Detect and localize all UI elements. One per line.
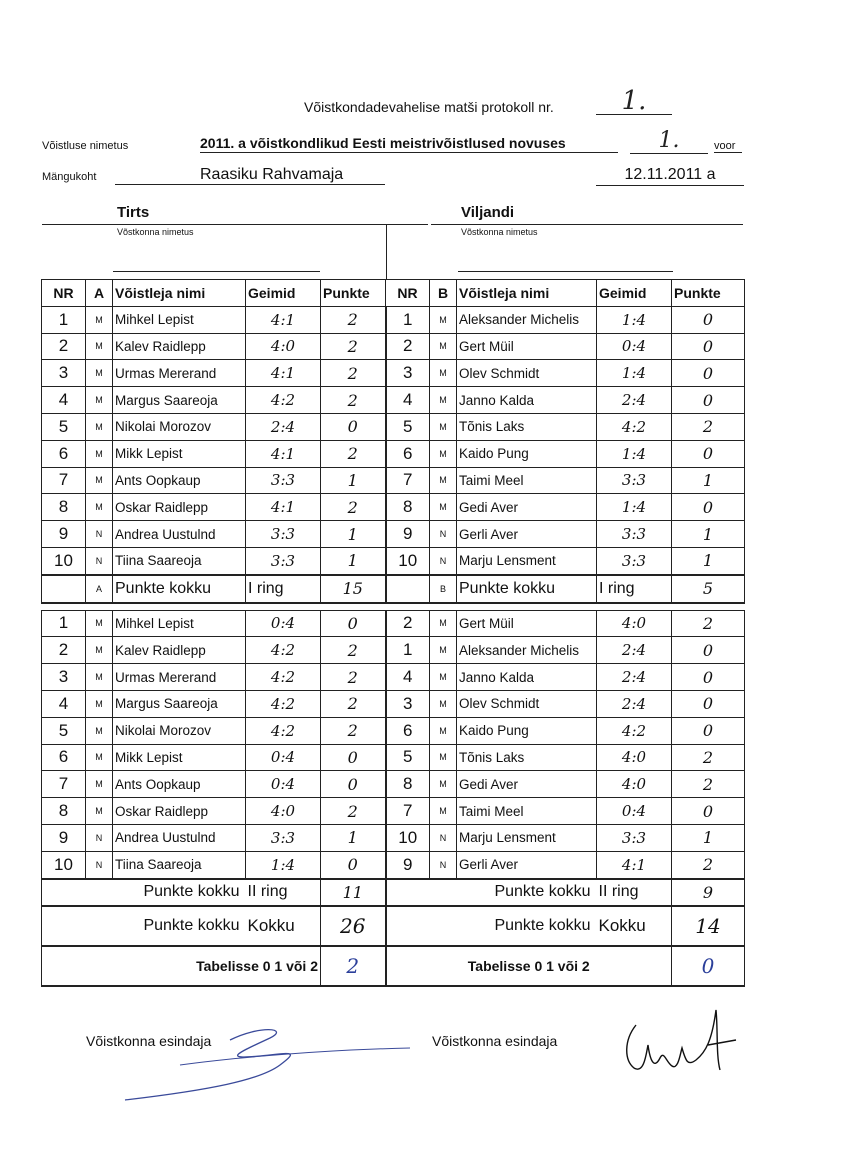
table-result-a: 2 (321, 946, 386, 986)
grand-a-kokku: Kokku (246, 906, 321, 946)
ring1-total-blank (42, 575, 86, 603)
class-a: M (86, 333, 113, 360)
games-a: 4:0 (246, 333, 321, 360)
round-number: 1. (630, 128, 708, 154)
games-a: 4:2 (246, 387, 321, 414)
venue-name: Raasiku Rahvamaja (200, 166, 344, 183)
points-a: 2 (321, 637, 386, 664)
header-row (42, 280, 745, 307)
points-a: 0 (321, 413, 386, 440)
ring1-total (42, 575, 745, 610)
games-a: 4:0 (246, 798, 321, 825)
games-a: 4:2 (246, 637, 321, 664)
nr-b: 6 (386, 440, 430, 467)
nr-b: 6 (386, 717, 430, 744)
ring2-row (42, 771, 745, 798)
ring1-ring-a-label: I ring (246, 575, 321, 603)
col-points-b: Punkte (672, 280, 745, 307)
nr-a: 5 (42, 413, 86, 440)
player-a: Andrea Uustulnd (113, 824, 246, 851)
points-b: 0 (672, 717, 745, 744)
ring1-total-b-letter: B (430, 575, 457, 603)
player-b: Olev Schmidt (457, 360, 597, 387)
class-b: M (430, 610, 457, 637)
class-a: M (86, 413, 113, 440)
nr-b: 2 (386, 333, 430, 360)
class-a: N (86, 824, 113, 851)
games-b: 2:4 (597, 387, 672, 414)
nr-a: 4 (42, 690, 86, 717)
games-b: 0:4 (597, 798, 672, 825)
games-a: 2:4 (246, 413, 321, 440)
ring2-total-a-label: Punkte kokku (42, 879, 246, 907)
round-label: voor (714, 140, 742, 153)
class-b: M (430, 664, 457, 691)
nr-a: 8 (42, 798, 86, 825)
summary (42, 879, 745, 987)
games-a: 3:3 (246, 467, 321, 494)
player-b: Janno Kalda (457, 387, 597, 414)
class-a: M (86, 690, 113, 717)
ring1-total-a-label: Punkte kokku (113, 575, 246, 603)
games-b: 1:4 (597, 360, 672, 387)
class-b: M (430, 360, 457, 387)
ring1-row (42, 494, 745, 521)
player-b: Taimi Meel (457, 798, 597, 825)
class-b: N (430, 521, 457, 548)
games-b: 4:2 (597, 413, 672, 440)
col-points-a: Punkte (321, 280, 386, 307)
ring2-ring-a-label: II ring (246, 879, 321, 907)
games-b: 4:0 (597, 771, 672, 798)
points-a: 2 (321, 494, 386, 521)
games-b: 2:4 (597, 637, 672, 664)
ring1-ring-b-label: I ring (597, 575, 672, 603)
class-b: M (430, 771, 457, 798)
ring2-row (42, 851, 745, 878)
points-a: 2 (321, 690, 386, 717)
points-b: 1 (672, 824, 745, 851)
ring2-row (42, 664, 745, 691)
player-b: Gerli Aver (457, 521, 597, 548)
player-a: Kalev Raidlepp (113, 637, 246, 664)
games-a: 3:3 (246, 521, 321, 548)
signature-b-stroke (627, 1010, 736, 1070)
nr-a: 6 (42, 744, 86, 771)
class-b: M (430, 717, 457, 744)
games-b: 4:0 (597, 744, 672, 771)
protocol-number: 1. (596, 86, 672, 115)
nr-b: 7 (386, 798, 430, 825)
ring1-row (42, 360, 745, 387)
class-b: M (430, 494, 457, 521)
games-a: 0:4 (246, 744, 321, 771)
player-b: Gedi Aver (457, 771, 597, 798)
points-b: 1 (672, 467, 745, 494)
player-a: Andrea Uustulnd (113, 521, 246, 548)
col-nr-a: NR (42, 280, 86, 307)
points-a: 2 (321, 440, 386, 467)
ring2-row (42, 824, 745, 851)
player-b: Kaido Pung (457, 440, 597, 467)
class-b: M (430, 798, 457, 825)
ring2-row (42, 610, 745, 637)
player-a: Urmas Mererand (113, 664, 246, 691)
points-b: 0 (672, 440, 745, 467)
games-b: 0:4 (597, 333, 672, 360)
ring2-total-b-label: Punkte kokku (386, 879, 597, 907)
ring2-total-b: 9 (672, 879, 745, 907)
nr-a: 10 (42, 547, 86, 574)
class-a: M (86, 440, 113, 467)
points-a: 0 (321, 610, 386, 637)
class-a: M (86, 744, 113, 771)
team-b-line (458, 271, 673, 272)
nr-b: 9 (386, 851, 430, 878)
nr-a: 1 (42, 610, 86, 637)
games-a: 4:2 (246, 690, 321, 717)
ring1-total-a: 15 (321, 575, 386, 603)
player-a: Ants Oopkaup (113, 467, 246, 494)
ring2-row (42, 690, 745, 717)
class-b: N (430, 824, 457, 851)
col-player-b: Võistleja nimi (457, 280, 597, 307)
nr-a: 8 (42, 494, 86, 521)
points-b: 1 (672, 521, 745, 548)
points-b: 0 (672, 637, 745, 664)
points-b: 2 (672, 771, 745, 798)
player-a: Nikolai Morozov (113, 413, 246, 440)
points-b: 0 (672, 494, 745, 521)
class-a: M (86, 798, 113, 825)
points-a: 0 (321, 771, 386, 798)
grand-a-label: Punkte kokku (42, 906, 246, 946)
points-b: 2 (672, 744, 745, 771)
team-divider (386, 224, 387, 279)
games-a: 4:1 (246, 306, 321, 333)
class-a: M (86, 387, 113, 414)
class-b: N (430, 851, 457, 878)
games-b: 4:0 (597, 610, 672, 637)
player-a: Tiina Saareoja (113, 547, 246, 574)
col-a: A (86, 280, 113, 307)
points-b: 0 (672, 798, 745, 825)
class-b: M (430, 306, 457, 333)
grand-total-a: 26 (321, 906, 386, 946)
games-a: 3:3 (246, 824, 321, 851)
player-b: Marju Lensment (457, 824, 597, 851)
games-a: 1:4 (246, 851, 321, 878)
col-player-a: Võistleja nimi (113, 280, 246, 307)
points-b: 0 (672, 690, 745, 717)
ring1-row (42, 521, 745, 548)
ring-gap (42, 603, 745, 611)
class-b: M (430, 333, 457, 360)
nr-a: 2 (42, 637, 86, 664)
player-b: Gert Müil (457, 610, 597, 637)
games-b: 4:2 (597, 717, 672, 744)
class-b: M (430, 387, 457, 414)
team-a-line (113, 271, 320, 272)
ring1-total-a-letter: A (86, 575, 113, 603)
ring1-row (42, 467, 745, 494)
points-b: 0 (672, 333, 745, 360)
grand-b-kokku: Kokku (597, 906, 672, 946)
class-a: N (86, 851, 113, 878)
player-a: Kalev Raidlepp (113, 333, 246, 360)
points-a: 2 (321, 333, 386, 360)
points-b: 2 (672, 851, 745, 878)
match-date: 12.11.2011 a (596, 166, 744, 186)
class-a: M (86, 610, 113, 637)
ring1-body (42, 306, 745, 574)
table-result-row (42, 946, 745, 986)
player-b: Gedi Aver (457, 494, 597, 521)
nr-b: 9 (386, 521, 430, 548)
games-a: 4:2 (246, 664, 321, 691)
points-a: 0 (321, 744, 386, 771)
ring1-row (42, 387, 745, 414)
grand-total-row (42, 906, 745, 946)
class-b: M (430, 744, 457, 771)
nr-a: 7 (42, 467, 86, 494)
class-a: M (86, 771, 113, 798)
class-a: N (86, 547, 113, 574)
points-a: 2 (321, 717, 386, 744)
grand-total-b: 14 (672, 906, 745, 946)
nr-b: 5 (386, 413, 430, 440)
class-b: N (430, 547, 457, 574)
player-b: Olev Schmidt (457, 690, 597, 717)
points-b: 0 (672, 664, 745, 691)
ring1-total-row (42, 575, 745, 603)
nr-a: 3 (42, 360, 86, 387)
games-b: 3:3 (597, 547, 672, 574)
player-a: Margus Saareoja (113, 690, 246, 717)
nr-a: 4 (42, 387, 86, 414)
points-a: 2 (321, 306, 386, 333)
player-a: Mikk Lepist (113, 440, 246, 467)
nr-a: 9 (42, 521, 86, 548)
nr-a: 5 (42, 717, 86, 744)
col-games-b: Geimid (597, 280, 672, 307)
player-a: Oskar Raidlepp (113, 798, 246, 825)
team-a-sublabel: Võstkonna nimetus (117, 227, 194, 237)
nr-b: 4 (386, 664, 430, 691)
ring2-ring-b-label: II ring (597, 879, 672, 907)
ring1-row (42, 547, 745, 574)
player-a: Tiina Saareoja (113, 851, 246, 878)
ring1-row (42, 440, 745, 467)
class-a: M (86, 664, 113, 691)
player-a: Oskar Raidlepp (113, 494, 246, 521)
venue-underline (115, 184, 385, 185)
team-b-sublabel: Võstkonna nimetus (461, 227, 538, 237)
col-games-a: Geimid (246, 280, 321, 307)
ring1-total-b-label: Punkte kokku (457, 575, 597, 603)
signature-a-stroke (125, 1030, 290, 1100)
team-a-name: Tirts (117, 204, 150, 221)
signature-b (616, 1000, 746, 1090)
nr-a: 7 (42, 771, 86, 798)
player-b: Gert Müil (457, 333, 597, 360)
ring2-total-row (42, 879, 745, 907)
games-a: 4:1 (246, 440, 321, 467)
nr-a: 1 (42, 306, 86, 333)
player-b: Aleksander Michelis (457, 306, 597, 333)
player-b: Marju Lensment (457, 547, 597, 574)
table-result-b: 0 (672, 946, 745, 986)
nr-b: 1 (386, 637, 430, 664)
points-a: 1 (321, 521, 386, 548)
nr-b: 3 (386, 360, 430, 387)
points-a: 2 (321, 798, 386, 825)
games-b: 3:3 (597, 521, 672, 548)
class-a: M (86, 467, 113, 494)
nr-b: 1 (386, 306, 430, 333)
nr-b: 3 (386, 690, 430, 717)
class-b: M (430, 690, 457, 717)
ring2-body (42, 610, 745, 878)
player-a: Margus Saareoja (113, 387, 246, 414)
team-b-underline (431, 224, 743, 225)
player-b: Aleksander Michelis (457, 637, 597, 664)
games-b: 2:4 (597, 664, 672, 691)
games-b: 3:3 (597, 824, 672, 851)
points-b: 0 (672, 387, 745, 414)
class-b: M (430, 440, 457, 467)
class-a: M (86, 637, 113, 664)
points-a: 0 (321, 851, 386, 878)
gap-cell (42, 603, 745, 611)
signature-a (120, 1020, 420, 1110)
nr-a: 9 (42, 824, 86, 851)
class-a: M (86, 360, 113, 387)
ring1-row (42, 333, 745, 360)
ring2-row (42, 744, 745, 771)
games-a: 4:2 (246, 717, 321, 744)
nr-a: 6 (42, 440, 86, 467)
col-nr-b: NR (386, 280, 430, 307)
player-a: Nikolai Morozov (113, 717, 246, 744)
ring2-row (42, 637, 745, 664)
nr-a: 10 (42, 851, 86, 878)
signature-a-line (180, 1048, 410, 1065)
ring2-total-a: 11 (321, 879, 386, 907)
games-a: 0:4 (246, 610, 321, 637)
class-b: M (430, 467, 457, 494)
protocol-title: Võistkondadevahelise matši protokoll nr. (304, 99, 554, 115)
games-b: 3:3 (597, 467, 672, 494)
points-b: 0 (672, 306, 745, 333)
points-b: 1 (672, 547, 745, 574)
ring1-total-blank-b (386, 575, 430, 603)
ring1-row (42, 413, 745, 440)
grand-b-label: Punkte kokku (386, 906, 597, 946)
results-table (41, 279, 745, 987)
games-a: 0:4 (246, 771, 321, 798)
table-b-label: Tabelisse 0 1 või 2 (386, 946, 672, 986)
games-b: 4:1 (597, 851, 672, 878)
rep-b-label: Võistkonna esindaja (432, 1033, 558, 1049)
nr-b: 4 (386, 387, 430, 414)
ring2-row (42, 717, 745, 744)
games-a: 4:1 (246, 494, 321, 521)
player-a: Urmas Mererand (113, 360, 246, 387)
points-a: 2 (321, 360, 386, 387)
player-b: Tõnis Laks (457, 413, 597, 440)
nr-b: 5 (386, 744, 430, 771)
points-b: 2 (672, 413, 745, 440)
class-a: N (86, 521, 113, 548)
player-b: Gerli Aver (457, 851, 597, 878)
games-a: 4:1 (246, 360, 321, 387)
class-a: M (86, 494, 113, 521)
nr-a: 2 (42, 333, 86, 360)
team-a-underline (42, 224, 428, 225)
points-a: 1 (321, 467, 386, 494)
points-a: 2 (321, 664, 386, 691)
table-a-label: Tabelisse 0 1 või 2 (42, 946, 321, 986)
nr-b: 2 (386, 610, 430, 637)
nr-a: 3 (42, 664, 86, 691)
team-b-name: Viljandi (461, 204, 515, 221)
class-a: M (86, 717, 113, 744)
player-a: Mihkel Lepist (113, 610, 246, 637)
points-a: 1 (321, 547, 386, 574)
class-a: M (86, 306, 113, 333)
games-b: 1:4 (597, 440, 672, 467)
points-b: 0 (672, 360, 745, 387)
ring1-total-b: 5 (672, 575, 745, 603)
venue-label: Mängukoht (42, 171, 97, 183)
col-b: B (430, 280, 457, 307)
rep-a-label: Võistkonna esindaja (86, 1033, 212, 1049)
competition-label: Võistluse nimetus (42, 140, 129, 152)
player-b: Tõnis Laks (457, 744, 597, 771)
player-a: Mikk Lepist (113, 744, 246, 771)
nr-b: 10 (386, 547, 430, 574)
ring2-row (42, 798, 745, 825)
nr-b: 10 (386, 824, 430, 851)
player-b: Taimi Meel (457, 467, 597, 494)
class-b: M (430, 413, 457, 440)
games-a: 3:3 (246, 547, 321, 574)
competition-name: 2011. a võistkondlikud Eesti meistrivõistlused novuses (200, 135, 618, 153)
points-a: 2 (321, 387, 386, 414)
points-a: 1 (321, 824, 386, 851)
player-a: Ants Oopkaup (113, 771, 246, 798)
player-b: Kaido Pung (457, 717, 597, 744)
games-b: 2:4 (597, 690, 672, 717)
ring1-row (42, 306, 745, 333)
nr-b: 7 (386, 467, 430, 494)
player-b: Janno Kalda (457, 664, 597, 691)
player-a: Mihkel Lepist (113, 306, 246, 333)
games-b: 1:4 (597, 306, 672, 333)
nr-b: 8 (386, 494, 430, 521)
games-b: 1:4 (597, 494, 672, 521)
points-b: 2 (672, 610, 745, 637)
class-b: M (430, 637, 457, 664)
nr-b: 8 (386, 771, 430, 798)
